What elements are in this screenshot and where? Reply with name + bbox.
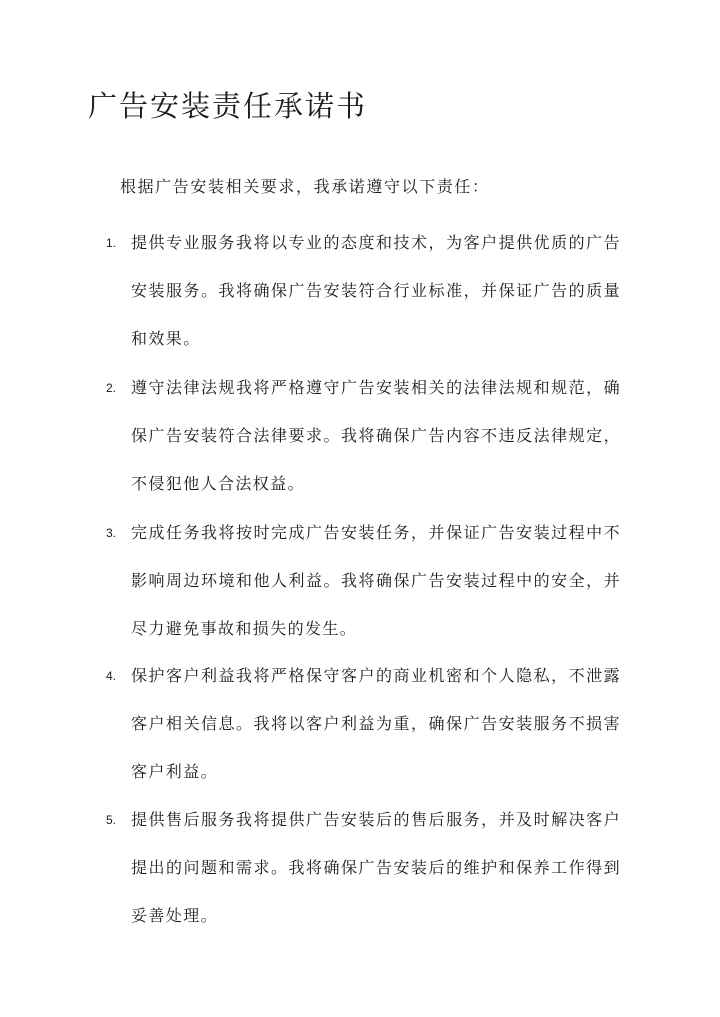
item-text: 提供专业服务我将以专业的态度和技术，为客户提供优质的广告安装服务。我将确保广告安装符合行业标准，并保证广告的质量和效果。 [131, 233, 621, 348]
item-number: 5. [106, 813, 117, 827]
document-title: 广告安装责任承诺书 [88, 89, 368, 123]
item-text: 遵守法律法规我将严格遵守广告安装相关的法律法规和规范，确保广告安装符合法律要求。我将确保广告内容不违反法律规定，不侵犯他人合法权益。 [131, 378, 621, 493]
item-text: 提供售后服务我将提供广告安装后的售后服务，并及时解决客户提出的问题和需求。我将确保广告安装后的维护和保养工作得到妥善处理。 [131, 810, 621, 925]
item-number: 3. [106, 526, 117, 540]
item-number: 1. [106, 236, 117, 250]
intro-paragraph: 根据广告安装相关要求，我承诺遵守以下责任： [120, 177, 490, 196]
item-text: 保护客户利益我将严格保守客户的商业机密和个人隐私，不泄露客户相关信息。我将以客户利益为重，确保广告安装服务不损害客户利益。 [131, 666, 621, 781]
item-text: 完成任务我将按时完成广告安装任务，并保证广告安装过程中不影响周边环境和他人利益。我将确保广告安装过程中的安全，并尽力避免事故和损失的发生。 [131, 523, 621, 638]
item-number: 2. [106, 381, 117, 395]
item-number: 4. [106, 669, 117, 683]
